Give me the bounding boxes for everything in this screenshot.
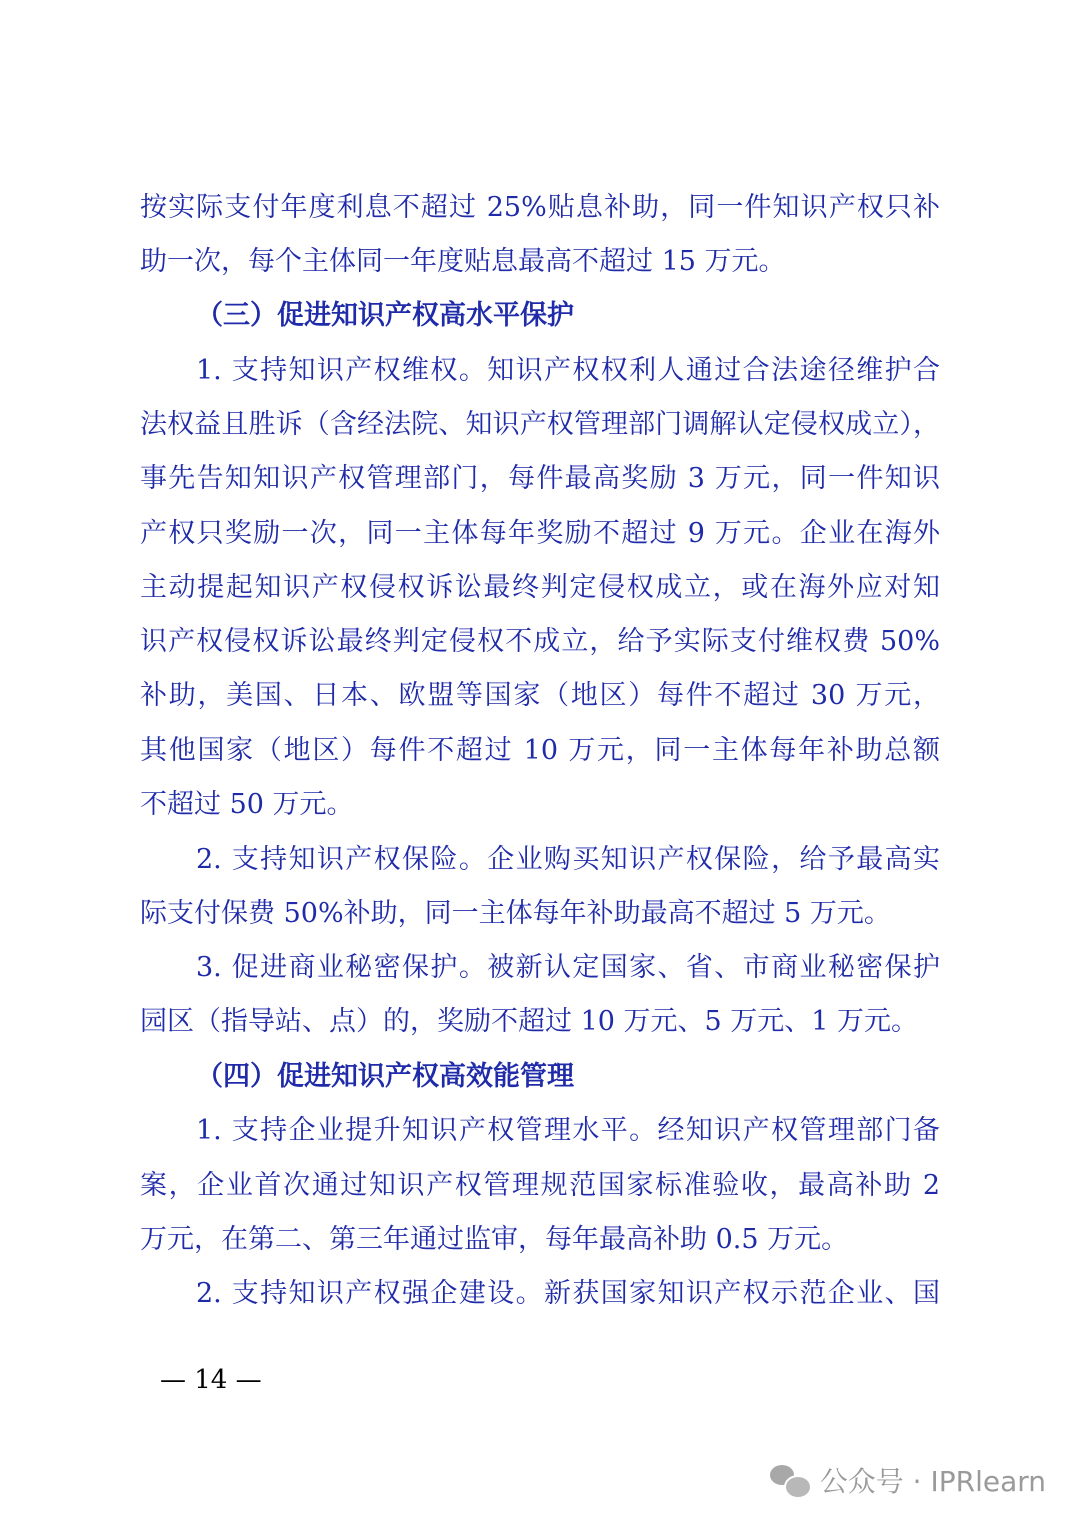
watermark-text: 公众号 · IPRlearn — [819, 1465, 1046, 1498]
body-line: 万元，在第二、第三年通过监审，每年最高补助 0.5 万元。 — [140, 1224, 849, 1255]
section-heading: （三）促进知识产权高水平保护 — [196, 300, 574, 331]
page-number: — 14 — — [160, 1365, 262, 1395]
body-line: 1. 支持知识产权维权。知识产权权利人通过合法途径维护合 — [196, 355, 940, 386]
body-line: 其他国家（地区）每件不超过 10 万元，同一主体每年补助总额 — [140, 735, 940, 766]
body-line: 际支付保费 50%补助，同一主体每年补助最高不超过 5 万元。 — [140, 898, 891, 929]
watermark — [770, 1460, 1046, 1500]
wechat-icon — [770, 1463, 810, 1497]
body-line: 助一次，每个主体同一年度贴息最高不超过 15 万元。 — [140, 246, 786, 277]
body-line: 不超过 50 万元。 — [140, 789, 354, 820]
body-line: 产权只奖励一次，同一主体每年奖励不超过 9 万元。企业在海外 — [140, 518, 940, 549]
body-line: 2. 支持知识产权保险。企业购买知识产权保险，给予最高实 — [196, 844, 940, 875]
body-line: 园区（指导站、点）的，奖励不超过 10 万元、5 万元、1 万元。 — [140, 1006, 919, 1037]
body-line: 案，企业首次通过知识产权管理规范国家标准验收，最高补助 2 — [140, 1170, 940, 1201]
body-line: 法权益且胜诉（含经法院、知识产权管理部门调解认定侵权成立）， — [140, 409, 940, 440]
body-line: 识产权侵权诉讼最终判定侵权不成立，给予实际支付维权费 50% — [140, 626, 940, 657]
section-heading: （四）促进知识产权高效能管理 — [196, 1061, 574, 1092]
body-line: 主动提起知识产权侵权诉讼最终判定侵权成立，或在海外应对知 — [140, 572, 940, 603]
body-line: 事先告知知识产权管理部门，每件最高奖励 3 万元，同一件知识 — [140, 463, 940, 494]
body-line: 补助，美国、日本、欧盟等国家（地区）每件不超过 30 万元， — [140, 680, 940, 711]
body-line: 按实际支付年度利息不超过 25%贴息补助，同一件知识产权只补 — [140, 192, 940, 223]
body-line: 3. 促进商业秘密保护。被新认定国家、省、市商业秘密保护 — [196, 952, 940, 983]
body-line: 1. 支持企业提升知识产权管理水平。经知识产权管理部门备 — [196, 1115, 940, 1146]
body-line: 2. 支持知识产权强企建设。新获国家知识产权示范企业、国 — [196, 1278, 940, 1309]
